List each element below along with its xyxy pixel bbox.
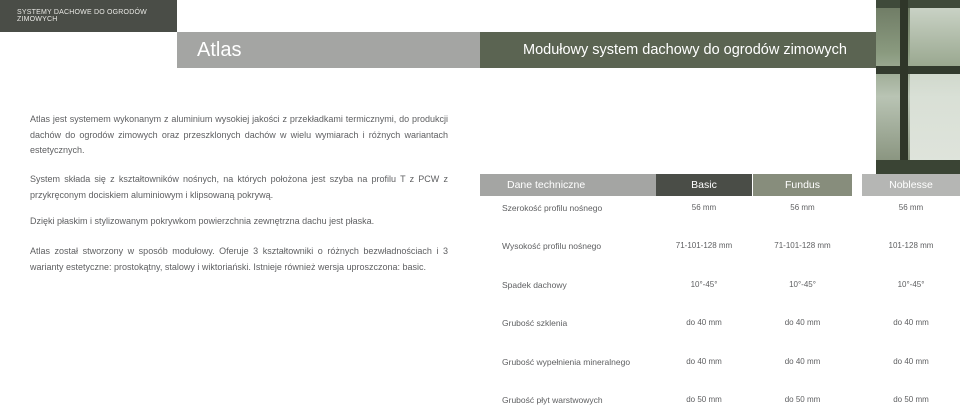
photo-roof-beam [876,0,960,8]
cell-noblesse: 10°-45° [897,280,925,289]
cell-basic: do 40 mm [686,357,722,366]
conservatory-photo [876,0,960,176]
cell-noblesse: do 40 mm [893,318,929,327]
table-row [480,198,960,218]
table-header-fundus: Fundus [753,174,852,196]
table-row [480,313,960,333]
cell-basic: 56 mm [691,203,717,212]
description-paragraph: Dzięki płaskim i stylizowanym pokrywkom powierzchnia zewnętrzna dachu jest płaska. [30,216,375,226]
table-row [480,352,960,372]
row-label: Spadek dachowy [502,280,567,290]
cell-basic: 10°-45° [690,280,718,289]
cell-fundus: 71-101-128 mm [774,241,831,250]
table-header-basic: Basic [656,174,752,196]
cell-noblesse: 56 mm [898,203,924,212]
photo-sky [910,8,960,66]
cell-fundus: do 40 mm [784,357,821,366]
cell-fundus: 10°-45° [789,280,816,289]
photo-glass-pane [910,74,960,164]
cell-basic: do 50 mm [686,395,722,404]
description-paragraph: Atlas jest systemem wykonanym z aluminium wysokiej jakości z przekładkami termicznymi, do produkcji dachów do ogrodów zimowych oraz przeszklonych dachów w wielu wymiarach i różnych wariantach estetycznych. [30,114,448,155]
row-label: Grubość szklenia [502,318,568,328]
table-row [480,275,960,295]
row-label: Szerokość profilu nośnego [502,203,603,213]
cell-fundus: do 50 mm [784,395,821,404]
cell-noblesse: do 50 mm [893,395,929,404]
row-label: Grubość płyt warstwowych [502,395,603,405]
row-label: Grubość wypełnienia mineralnego [502,357,631,367]
cell-basic: do 40 mm [686,318,722,327]
section-label: SYSTEMY DACHOWE DO OGRODÓW ZIMOWYCH [0,0,177,32]
row-label: Wysokość profilu nośnego [502,241,602,251]
table-header-noblesse: Noblesse [862,174,960,196]
cell-noblesse: do 40 mm [893,357,929,366]
table-header-label: Dane techniczne [480,174,656,196]
photo-transom-beam [876,66,960,74]
description-paragraph: System składa się z kształtowników nośnych, na których położona jest szyba na profilu T z PCW z przykręconym dociskiem aluminiowym i klipsowaną pokrywą. [30,174,448,200]
photo-post [900,0,908,176]
cell-basic: 71-101-128 mm [675,241,733,250]
cell-fundus: do 40 mm [784,318,821,327]
cell-noblesse: 101-128 mm [888,241,934,250]
page-title: Atlas [177,32,480,68]
page-subtitle: Modułowy system dachowy do ogrodów zimowych [480,32,880,68]
table-row [480,390,960,405]
cell-fundus: 56 mm [790,203,815,212]
table-row [480,236,960,256]
description-paragraph: Atlas został stworzony w sposób modułowy. Oferuje 3 kształtowniki o różnych bezwładnościach i 3 warianty estetyczne: prostokątny, stalowy i wiktoriański. Istnieje również wersja uproszczona: basic. [30,246,448,272]
